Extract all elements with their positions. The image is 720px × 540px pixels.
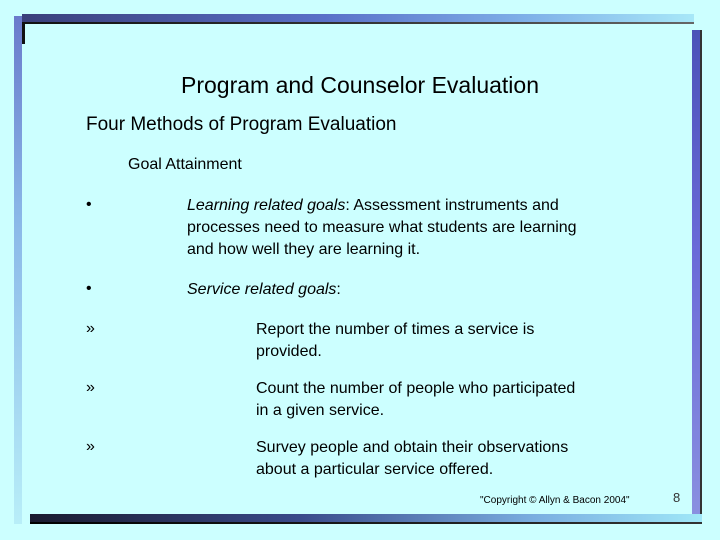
- sub-item-2-line2: in a given service.: [256, 402, 385, 419]
- item-learning-line1: : Assessment instruments and: [345, 197, 559, 214]
- item-service-goals: [187, 279, 341, 301]
- sub-item-1-line1: Report the number of times a service is: [256, 321, 535, 338]
- item-learning-goals: [187, 195, 577, 261]
- section-heading: Goal Attainment: [128, 156, 242, 173]
- frame-right-bar: [692, 30, 700, 520]
- item-learning-label: Learning related goals: [187, 197, 346, 214]
- item-learning-line2: processes need to measure what students are learning: [187, 219, 577, 236]
- slide-subtitle: Four Methods of Program Evaluation: [86, 114, 397, 135]
- item-service-label: Service related goals: [187, 281, 337, 298]
- frame-bottom-line: [30, 522, 702, 524]
- sub-bullet-3: »: [86, 438, 95, 455]
- item-learning-line3: and how well they are learning it.: [187, 241, 421, 258]
- sub-item-3: [256, 437, 568, 481]
- bullet-2: •: [86, 280, 92, 297]
- frame-top-bar: [22, 14, 694, 22]
- sub-bullet-1: »: [86, 320, 95, 337]
- copyright-notice: "Copyright © Allyn & Bacon 2004": [480, 495, 630, 506]
- frame-left-line: [22, 22, 25, 44]
- sub-item-1: [256, 319, 534, 363]
- sub-item-1-line2: provided.: [256, 343, 322, 360]
- frame-bottom-bar: [30, 514, 702, 522]
- sub-item-2-line1: Count the number of people who participated: [256, 380, 576, 397]
- frame-top-line: [22, 22, 694, 24]
- sub-item-3-line2: about a particular service offered.: [256, 461, 494, 478]
- bullet-1: •: [86, 196, 92, 213]
- item-service-line1: :: [336, 281, 341, 298]
- page-number: 8: [673, 490, 681, 505]
- sub-item-2: [256, 378, 575, 422]
- slide-title: Program and Counselor Evaluation: [181, 72, 539, 98]
- frame-right-line: [700, 30, 702, 520]
- sub-item-3-line1: Survey people and obtain their observations: [256, 439, 569, 456]
- sub-bullet-2: »: [86, 379, 95, 396]
